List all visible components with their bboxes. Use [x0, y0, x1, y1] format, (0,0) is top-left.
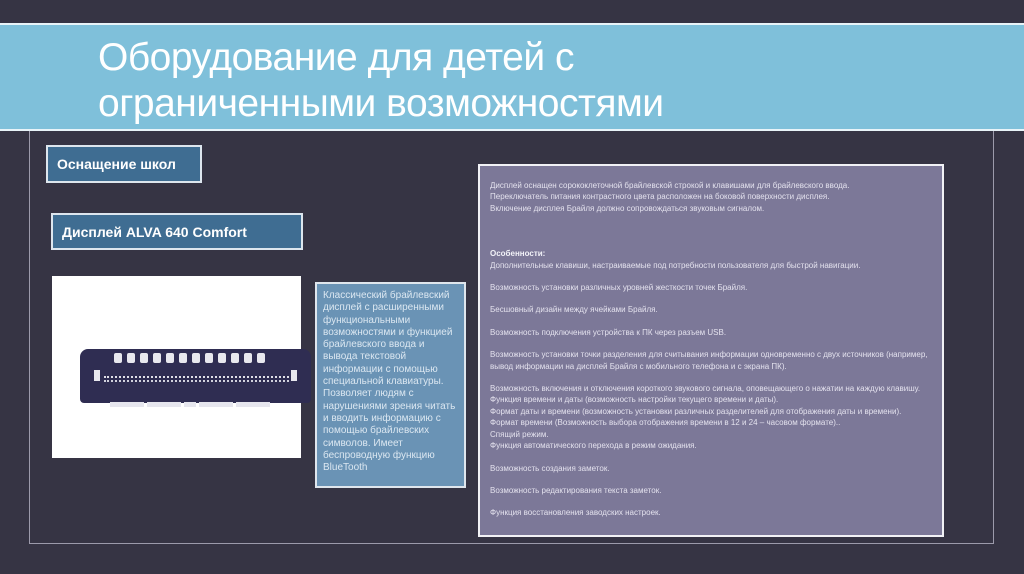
- device-description: Классический брайлевский дисплей с расширенными функциональными возможностями и функцией брайлевского ввода и вывода текстовой информации с помощью специальной клавиатуры. Позволяет людям с нарушениями зрения читать и вводить информацию с помощью брайлевских символов. Имеет беспроводную функцию BlueTooth: [315, 282, 466, 488]
- feature-item: Возможность подключения устройства к ПК через разъем USB.: [490, 327, 727, 337]
- feature-item: Возможность создания заметок.: [490, 463, 610, 473]
- feature-item: Функция восстановления заводских настроек.: [490, 508, 661, 518]
- feature-item: Возможность установки различных уровней жесткости точек Брайля.: [490, 283, 748, 293]
- device-photo: [52, 276, 301, 458]
- title-line-2: ограниченными возможностями: [98, 82, 664, 125]
- feature-item: Возможность включения и отключения короткого звукового сигнала, оповещающего о нажатии на каждую клавишу.: [490, 384, 921, 394]
- feature-item: Формат времени (Возможность выбора отображения времени в 12 и 24 – часовом формате)..: [490, 418, 841, 428]
- feature-item: Возможность установки точки разделения для считывания информации одновременно с двух источников (например, вывод информации на дисплей Брайля с мобильного телефона и с экрана ПК).: [490, 350, 928, 371]
- feature-item: Спящий режим.: [490, 429, 549, 439]
- feature-item: Возможность редактирования текста заметок.: [490, 485, 662, 495]
- intro-line: Дисплей оснащен сорококлеточной брайлевской строкой и клавишами для брайлевского ввода.: [490, 181, 850, 190]
- title-line-1: Оборудование для детей с: [98, 36, 574, 79]
- intro-line: Переключатель питания контрастного цвета расположен на боковой поверхности дисплея.: [490, 192, 830, 202]
- title-band: [0, 23, 1024, 131]
- feature-item: Функция автоматического перехода в режим ожидания.: [490, 441, 697, 451]
- features-header: Особенности:: [490, 249, 546, 259]
- feature-item: Функция времени и даты (возможность настройки текущего времени и даты).: [490, 395, 779, 405]
- feature-item: Формат даты и времени (возможность установки различных разделителей для отображения даты и времени).: [490, 406, 902, 416]
- feature-item: Дополнительные клавиши, настраиваемые под потребности пользователя для быстрой навигации.: [490, 260, 861, 270]
- section-tag: Оснащение школ: [46, 145, 202, 183]
- intro-line: Включение дисплея Брайля должно сопровождаться звуковым сигналом.: [490, 203, 765, 213]
- device-name-tag: Дисплей ALVA 640 Comfort: [51, 213, 303, 250]
- braille-display-icon: [80, 349, 311, 403]
- spec-box: [478, 164, 944, 537]
- slide-title: [98, 35, 664, 127]
- feature-item: Бесшовный дизайн между ячейками Брайля.: [490, 305, 658, 315]
